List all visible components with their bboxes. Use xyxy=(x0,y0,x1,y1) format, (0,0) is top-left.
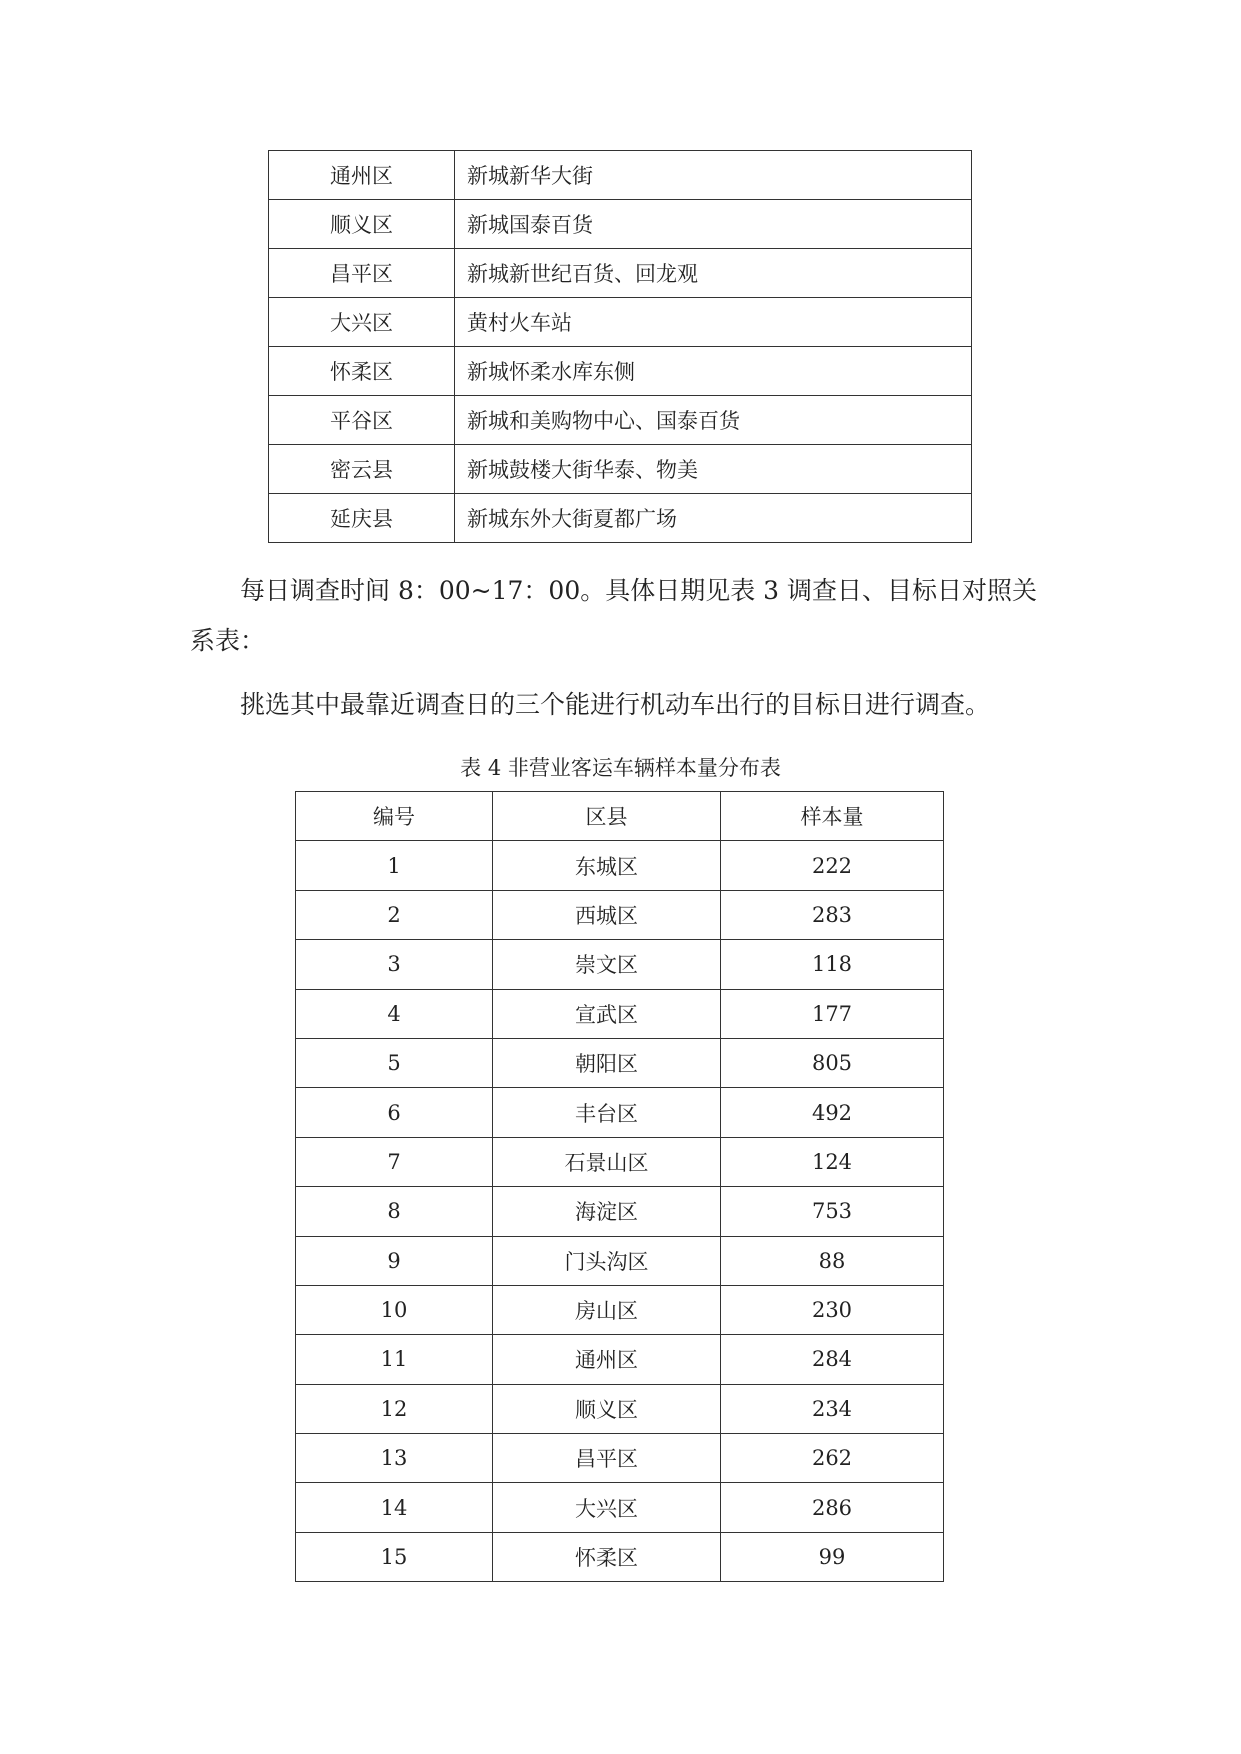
sample-size-cell: 284 xyxy=(721,1335,944,1384)
table-caption: 表 4 非营业客运车辆样本量分布表 xyxy=(460,756,781,780)
target-day-paragraph: 挑选其中最靠近调查日的三个能进行机动车出行的目标日进行调查。 xyxy=(240,690,991,719)
number-cell: 8 xyxy=(296,1187,493,1236)
table-row xyxy=(269,494,972,543)
sample-size-cell: 234 xyxy=(721,1384,944,1433)
table-row xyxy=(296,1285,944,1334)
table-row xyxy=(296,1532,944,1581)
column-header: 区县 xyxy=(493,792,721,841)
district-cell: 昌平区 xyxy=(269,249,455,298)
table-row xyxy=(296,1137,944,1186)
district-cell: 密云县 xyxy=(269,445,455,494)
table-row xyxy=(296,1434,944,1483)
number-cell: 6 xyxy=(296,1088,493,1137)
district-cell: 顺义区 xyxy=(493,1384,721,1433)
table-row xyxy=(269,396,972,445)
table-row xyxy=(296,1335,944,1384)
number-cell: 12 xyxy=(296,1384,493,1433)
location-cell: 新城怀柔水库东侧 xyxy=(455,347,972,396)
location-cell: 新城新世纪百货、回龙观 xyxy=(455,249,972,298)
sample-size-cell: 99 xyxy=(721,1532,944,1581)
sample-size-cell: 230 xyxy=(721,1285,944,1334)
sample-size-cell: 88 xyxy=(721,1236,944,1285)
sample-size-cell: 283 xyxy=(721,890,944,939)
location-cell: 黄村火车站 xyxy=(455,298,972,347)
district-cell: 昌平区 xyxy=(493,1434,721,1483)
table-row xyxy=(296,841,944,890)
sample-size-cell: 118 xyxy=(721,940,944,989)
sample-size-table xyxy=(295,791,944,1582)
district-cell: 朝阳区 xyxy=(493,1038,721,1087)
number-cell: 9 xyxy=(296,1236,493,1285)
table-row xyxy=(269,298,972,347)
table-row xyxy=(269,151,972,200)
number-cell: 13 xyxy=(296,1434,493,1483)
table-row xyxy=(269,249,972,298)
table-row xyxy=(269,445,972,494)
district-cell: 通州区 xyxy=(493,1335,721,1384)
district-cell: 延庆县 xyxy=(269,494,455,543)
district-cell: 房山区 xyxy=(493,1285,721,1334)
number-cell: 15 xyxy=(296,1532,493,1581)
district-cell: 丰台区 xyxy=(493,1088,721,1137)
number-cell: 2 xyxy=(296,890,493,939)
district-cell: 西城区 xyxy=(493,890,721,939)
sample-size-cell: 286 xyxy=(721,1483,944,1532)
sample-size-table-body xyxy=(296,792,944,1582)
number-cell: 1 xyxy=(296,841,493,890)
column-header: 样本量 xyxy=(721,792,944,841)
sample-size-cell: 124 xyxy=(721,1137,944,1186)
survey-location-table-body xyxy=(269,151,972,543)
sample-size-cell: 753 xyxy=(721,1187,944,1236)
district-cell: 平谷区 xyxy=(269,396,455,445)
table-row xyxy=(269,200,972,249)
table-header-row xyxy=(296,792,944,841)
column-header: 编号 xyxy=(296,792,493,841)
location-cell: 新城和美购物中心、国泰百货 xyxy=(455,396,972,445)
location-cell: 新城东外大街夏都广场 xyxy=(455,494,972,543)
location-cell: 新城国泰百货 xyxy=(455,200,972,249)
district-cell: 大兴区 xyxy=(493,1483,721,1532)
district-cell: 石景山区 xyxy=(493,1137,721,1186)
table-row xyxy=(296,1236,944,1285)
table-row xyxy=(296,1187,944,1236)
table-row xyxy=(269,347,972,396)
table-row xyxy=(296,1088,944,1137)
number-cell: 7 xyxy=(296,1137,493,1186)
table-row xyxy=(296,940,944,989)
district-cell: 东城区 xyxy=(493,841,721,890)
sample-size-cell: 222 xyxy=(721,841,944,890)
district-cell: 大兴区 xyxy=(269,298,455,347)
district-cell: 宣武区 xyxy=(493,989,721,1038)
sample-size-cell: 805 xyxy=(721,1038,944,1087)
number-cell: 11 xyxy=(296,1335,493,1384)
location-cell: 新城新华大街 xyxy=(455,151,972,200)
table-row xyxy=(296,989,944,1038)
district-cell: 通州区 xyxy=(269,151,455,200)
number-cell: 5 xyxy=(296,1038,493,1087)
district-cell: 怀柔区 xyxy=(493,1532,721,1581)
number-cell: 14 xyxy=(296,1483,493,1532)
sample-size-cell: 262 xyxy=(721,1434,944,1483)
district-cell: 怀柔区 xyxy=(269,347,455,396)
district-cell: 海淀区 xyxy=(493,1187,721,1236)
table-row xyxy=(296,890,944,939)
table-row xyxy=(296,1384,944,1433)
table-row xyxy=(296,1038,944,1087)
table-row xyxy=(296,1483,944,1532)
district-cell: 崇文区 xyxy=(493,940,721,989)
district-cell: 门头沟区 xyxy=(493,1236,721,1285)
sample-size-cell: 177 xyxy=(721,989,944,1038)
survey-time-paragraph: 每日调查时间 8：00~17：00。具体日期见表 3 调查日、目标日对照关系表： xyxy=(190,576,1038,655)
sample-size-cell: 492 xyxy=(721,1088,944,1137)
location-cell: 新城鼓楼大街华泰、物美 xyxy=(455,445,972,494)
survey-location-table xyxy=(268,150,972,543)
district-cell: 顺义区 xyxy=(269,200,455,249)
number-cell: 10 xyxy=(296,1285,493,1334)
number-cell: 4 xyxy=(296,989,493,1038)
number-cell: 3 xyxy=(296,940,493,989)
